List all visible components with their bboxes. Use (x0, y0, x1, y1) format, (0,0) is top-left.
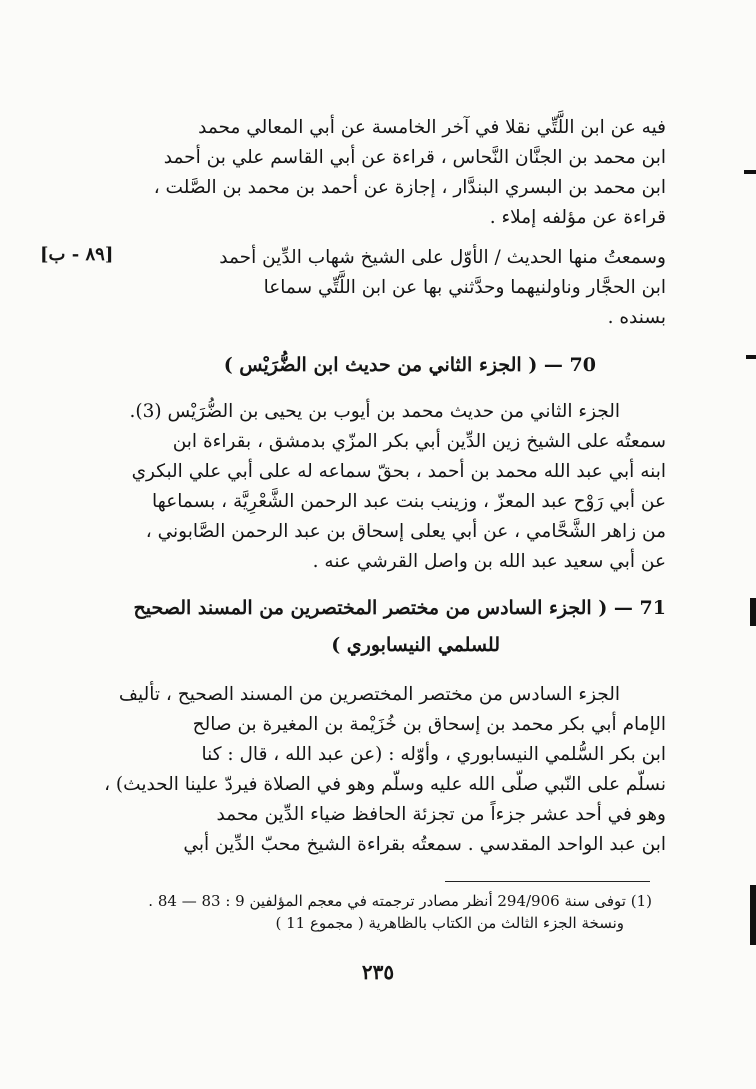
document-page: فيه عن ابن اللَّتِّي نقلا في آخر الخامسة عن أبي المعالي محمد ابن محمد بن الجنَّان النَّحاس ، قراءة عن أبي القاسم علي بن أحمد ابن محمد بن البسري البندَّار ، إجازة عن أحمد بن محمد بن الصَّلت ، قراءة عن مؤلفه إملاء . وسمعتُ منها الحديث / الأوّل على الشيخ شهاب الدِّين أحمد ابن الحجَّار وناولنيهما وحدَّثني بها عن ابن اللَّتِّي سماعا بسنده . [٨٩ - ب] 70 — ( الجزء الثاني من حديث ابن الضُّرَيْس ) الجزء الثاني من حديث محمد بن أيوب بن يحيى بن الضُّرَيْس (3). سمعتُه على الشيخ زين الدِّين أبي بكر المزّي بدمشق ، بقراءة ابن ابنه أبي عبد الله محمد بن أحمد ، بحقّ سماعه له على أبي علي البكري عن أبي رَوْح عبد المعزّ ، وزينب بنت عبد الرحمن الشَّعْرِيَّة ، بسماعها من زاهر الشَّحَّامي ، عن أبي يعلى إسحاق بن عبد الرحمن الصَّابوني ، عن أبي سعيد عبد الله بن واصل القرشي عنه . 71 — ( الجزء السادس من مختصر المختصرين من المسند الصحيح للسلمي النيسابوري ) الجزء السادس من مختصر المختصرين من المسند الصحيح ، تأليف الإمام أبي بكر محمد بن إسحاق بن خُزَيْمة بن المغيرة بن صالح ابن بكر السُّلمي النيسابوري ، وأوّله : (عن عبد الله ، قال : كنا نسلّم على النّبي صلّى الله عليه وسلّم وهو في الصلاة فيردّ علينا الحديث) ، وهو في أحد عشر جزءاً من تجزئة الحافظ ضياء الدِّين محمد ابن عبد الواحد المقدسي . سمعتُه بقراءة الشيخ محبّ الدِّين أبي (1) توفى سنة 294/906 أنظر مصادر ترجمته في معجم المؤلفين 9 : 83 — 84 . ونسخة الجزء الثالث من الكتاب بالظاهرية ( مجموع 11 ) ٢٣٥ (0, 0, 756, 1089)
scan-edge-mark (750, 885, 756, 945)
scan-edge-mark (750, 598, 756, 626)
scan-edge-mark (746, 355, 756, 359)
footnote-line: ونسخة الجزء الثالث من الكتاب بالظاهرية ( مجموع 11 ) (275, 914, 624, 932)
page-number: ٢٣٥ (361, 960, 395, 984)
footnote-line: (1) توفى سنة 294/906 أنظر مصادر ترجمته في معجم المؤلفين 9 : 83 — 84 . (148, 892, 652, 910)
scan-edge-mark (744, 170, 756, 174)
footnote-rule (445, 881, 650, 882)
folio-marker: [٨٩ - ب] (40, 244, 114, 265)
